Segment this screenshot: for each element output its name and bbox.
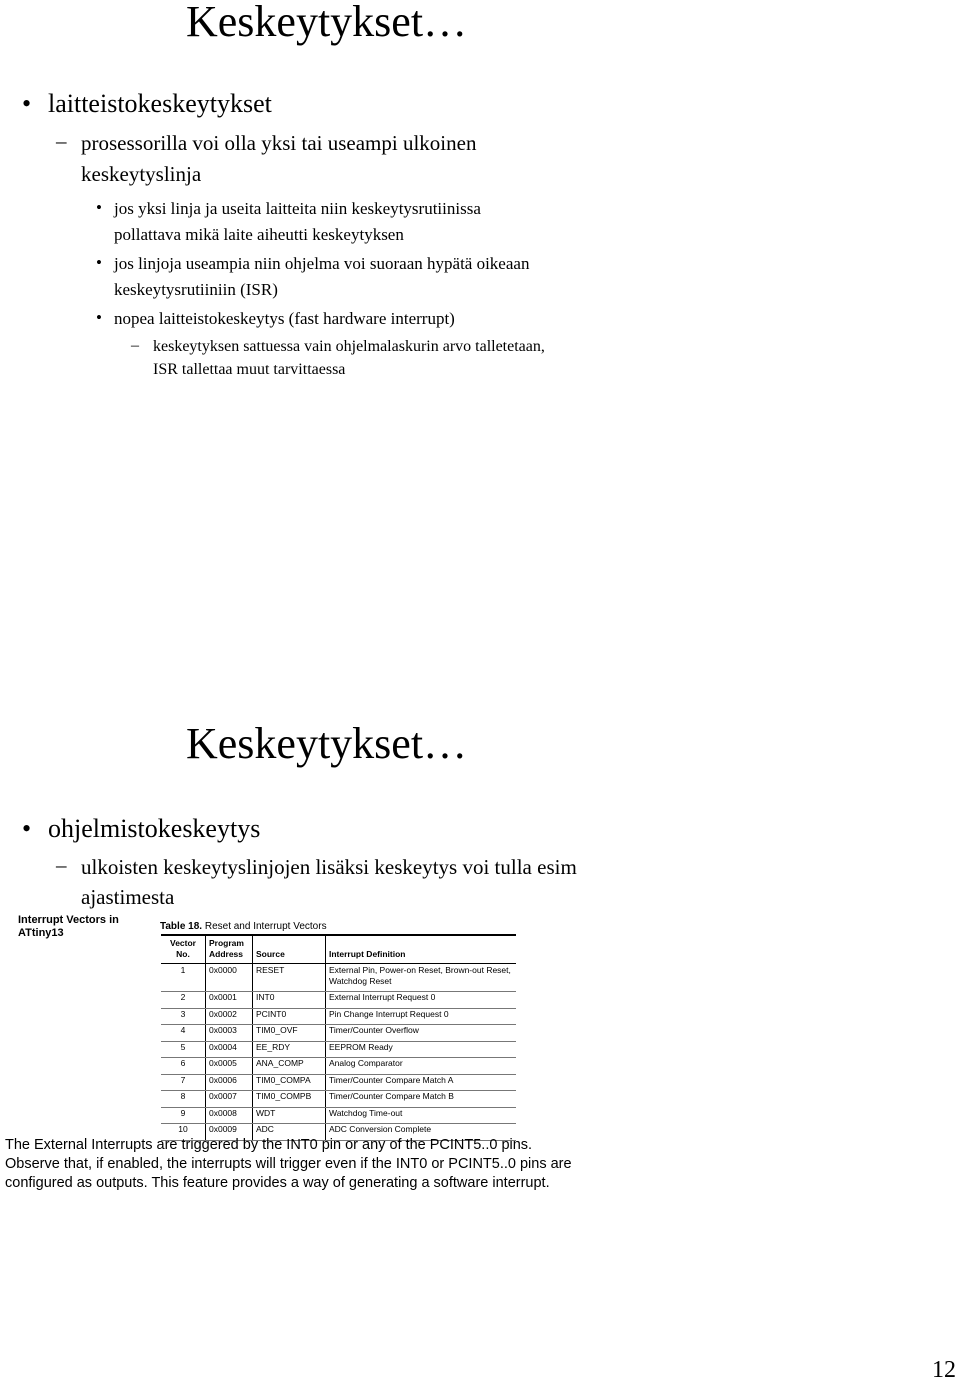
list-item-line: jos yksi linja ja useita laitteita niin keskeytysrutiinissa [114, 199, 481, 218]
bullet-dot: • [96, 253, 102, 272]
table-row [161, 1058, 516, 1075]
cell-definition: External Interrupt Request 0 [326, 992, 517, 1009]
cell-source: TIM0_COMPB [253, 1091, 326, 1108]
cell-address: 0x0000 [206, 964, 253, 992]
cell-definition: Analog Comparator [326, 1058, 517, 1075]
slide-title: Keskeytykset… [186, 719, 468, 768]
cell-definition: Timer/Counter Overflow [326, 1025, 517, 1042]
cell-address: 0x0003 [206, 1025, 253, 1042]
datasheet-note [5, 1136, 572, 1193]
cell-vector-no: 7 [161, 1074, 206, 1091]
slide-title: Keskeytykset… [186, 0, 468, 46]
cell-definition: ADC Conversion Complete [326, 1124, 517, 1141]
cell-source: ANA_COMP [253, 1058, 326, 1075]
header-text: Program [209, 938, 244, 948]
bullet-dot: • [96, 198, 102, 217]
table-row [161, 992, 516, 1009]
header-interrupt-definition [326, 935, 517, 964]
cell-definition: EEPROM Ready [326, 1041, 517, 1058]
cell-address: 0x0008 [206, 1107, 253, 1124]
cell-definition: Watchdog Time-out [326, 1107, 517, 1124]
cell-vector-no: 9 [161, 1107, 206, 1124]
side-caption-line: ATtiny13 [18, 927, 64, 939]
dash-marker: – [56, 853, 67, 877]
table-row [161, 1025, 516, 1042]
cell-address: 0x0005 [206, 1058, 253, 1075]
bullet-hardware-interrupts: laitteistokeskeytykset [48, 89, 272, 118]
cell-vector-no: 4 [161, 1025, 206, 1042]
dash-marker: – [131, 337, 139, 354]
table-row [161, 964, 516, 992]
sub-item-line: keskeytyslinja [81, 162, 202, 186]
table-caption-text: Reset and Interrupt Vectors [204, 921, 327, 932]
cell-definition: Pin Change Interrupt Request 0 [326, 1008, 517, 1025]
bullet-dot: • [22, 89, 32, 118]
bullet-software-interrupts: ohjelmistokeskeytys [48, 814, 261, 843]
header-text: No. [176, 949, 190, 959]
table-caption [160, 921, 327, 932]
cell-address: 0x0006 [206, 1074, 253, 1091]
header-program-address [206, 935, 253, 964]
cell-source: ADC [253, 1124, 326, 1141]
bullet-dot: • [96, 308, 102, 327]
table-row [161, 1074, 516, 1091]
header-text: Interrupt Definition [329, 949, 406, 959]
header-text: Vector [170, 938, 196, 948]
sub-item-line: ajastimesta [81, 885, 175, 909]
cell-address: 0x0002 [206, 1008, 253, 1025]
list-item-line: pollattava mikä laite aiheutti keskeytyksen [114, 225, 404, 244]
sub-sub-item-line: keskeytyksen sattuessa vain ohjelmalaskurin arvo talletetaan, [153, 338, 545, 355]
header-text: Source [256, 949, 285, 959]
note-line: The External Interrupts are triggered by the INT0 pin or any of the PCINT5..0 pins. [5, 1137, 533, 1153]
table-row [161, 1008, 516, 1025]
cell-source: PCINT0 [253, 1008, 326, 1025]
sub-item-line: ulkoisten keskeytyslinjojen lisäksi keskeytys voi tulla esim [81, 855, 577, 879]
interrupt-vector-table [161, 934, 516, 1141]
cell-vector-no: 1 [161, 964, 206, 992]
definition-text: External Pin, Power-on Reset, Brown-out Reset, [329, 965, 511, 975]
side-caption-line: Interrupt Vectors in [18, 914, 119, 926]
table-header-row [161, 935, 516, 964]
cell-vector-no: 8 [161, 1091, 206, 1108]
cell-source: RESET [253, 964, 326, 992]
note-line: configured as outputs. This feature provides a way of generating a software interrupt. [5, 1175, 550, 1191]
list-item-line: nopea laitteistokeskeytys (fast hardware interrupt) [114, 309, 455, 328]
cell-vector-no: 6 [161, 1058, 206, 1075]
cell-address: 0x0009 [206, 1124, 253, 1141]
bullet-dot: • [22, 814, 32, 843]
cell-definition: Timer/Counter Compare Match A [326, 1074, 517, 1091]
datasheet-side-caption [18, 914, 119, 940]
header-vector-no [161, 935, 206, 964]
cell-vector-no: 2 [161, 992, 206, 1009]
cell-address: 0x0007 [206, 1091, 253, 1108]
header-text: Address [209, 949, 244, 959]
definition-text: Watchdog Reset [329, 976, 392, 986]
cell-source: TIM0_COMPA [253, 1074, 326, 1091]
note-line: Observe that, if enabled, the interrupts will trigger even if the INT0 or PCINT5..0 pins are [5, 1156, 572, 1172]
cell-source: EE_RDY [253, 1041, 326, 1058]
table-row [161, 1107, 516, 1124]
table-row [161, 1041, 516, 1058]
table-row [161, 1091, 516, 1108]
cell-source: INT0 [253, 992, 326, 1009]
cell-address: 0x0001 [206, 992, 253, 1009]
sub-item-line: prosessorilla voi olla yksi tai useampi ulkoinen [81, 131, 477, 155]
cell-vector-no: 5 [161, 1041, 206, 1058]
table-caption-label: Table 18. [160, 921, 203, 932]
cell-address: 0x0004 [206, 1041, 253, 1058]
header-source [253, 935, 326, 964]
list-item-line: jos linjoja useampia niin ohjelma voi suoraan hypätä oikeaan [114, 254, 530, 273]
cell-vector-no: 10 [161, 1124, 206, 1141]
cell-source: WDT [253, 1107, 326, 1124]
list-item-line: keskeytysrutiiniin (ISR) [114, 280, 278, 299]
cell-definition: Timer/Counter Compare Match B [326, 1091, 517, 1108]
cell-definition [326, 964, 517, 992]
sub-sub-item-line: ISR tallettaa muut tarvittaessa [153, 361, 346, 378]
dash-marker: – [56, 129, 67, 153]
page-number: 12 [932, 1357, 956, 1383]
cell-vector-no: 3 [161, 1008, 206, 1025]
cell-source: TIM0_OVF [253, 1025, 326, 1042]
